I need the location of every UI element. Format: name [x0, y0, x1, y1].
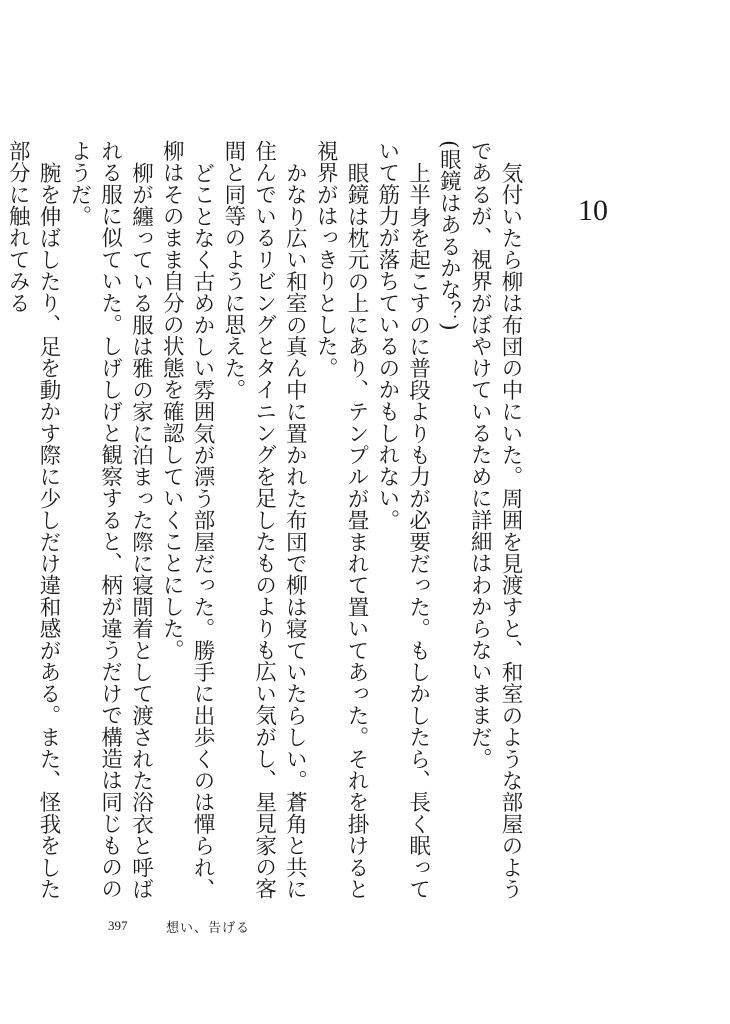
chapter-number: 10 — [578, 194, 608, 227]
paragraph: 眼鏡は枕元の上にあり、テンプルが畳まれて置いてあった。それを掛けると視界がはっきりとした。 — [313, 140, 370, 900]
paragraph: 気付いたら柳は布団の中にいた。周囲を見渡すと、和室のような部屋のようであるが、視界がぼやけているために詳細はわからないままだ。 — [467, 140, 523, 900]
running-title: 想い、告げる — [166, 921, 251, 936]
paragraph: (眼鏡はあるかな？) — [436, 140, 462, 331]
paragraph: どことなく古めかしい雰囲気が漂う部屋だった。勝手に出歩くのは憚られ、柳はそのまま自分の状態を確認していくことにした。 — [159, 140, 216, 900]
paragraph: かなり広い和室の真ん中に置かれた布団で柳は寝ていたらしい。蒼角と共に住んでいるリビングとタイニングを足したものよりも広い気がし、星見家の客間と同等のように思えた。 — [220, 140, 308, 900]
body-text — [5, 140, 525, 900]
paragraph: 柳が纏っている服は雅の家に泊まった際に寝間着として渡された浴衣と呼ばれる服に似ていた。しげしげと観察すると、柄が違うだけで構造は同じもののようだ。 — [66, 140, 154, 900]
paragraph: 腕を伸ばしたり、足を動かす際に少しだけ違和感がある。また、怪我をした部分に触れてみる — [5, 140, 62, 900]
page-number: 397 — [108, 918, 128, 933]
paragraph: 上半身を起こすのに普段よりも力が必要だった。もしかしたら、長く眠っていて筋力が落ちているのかもしれない。 — [374, 140, 431, 900]
